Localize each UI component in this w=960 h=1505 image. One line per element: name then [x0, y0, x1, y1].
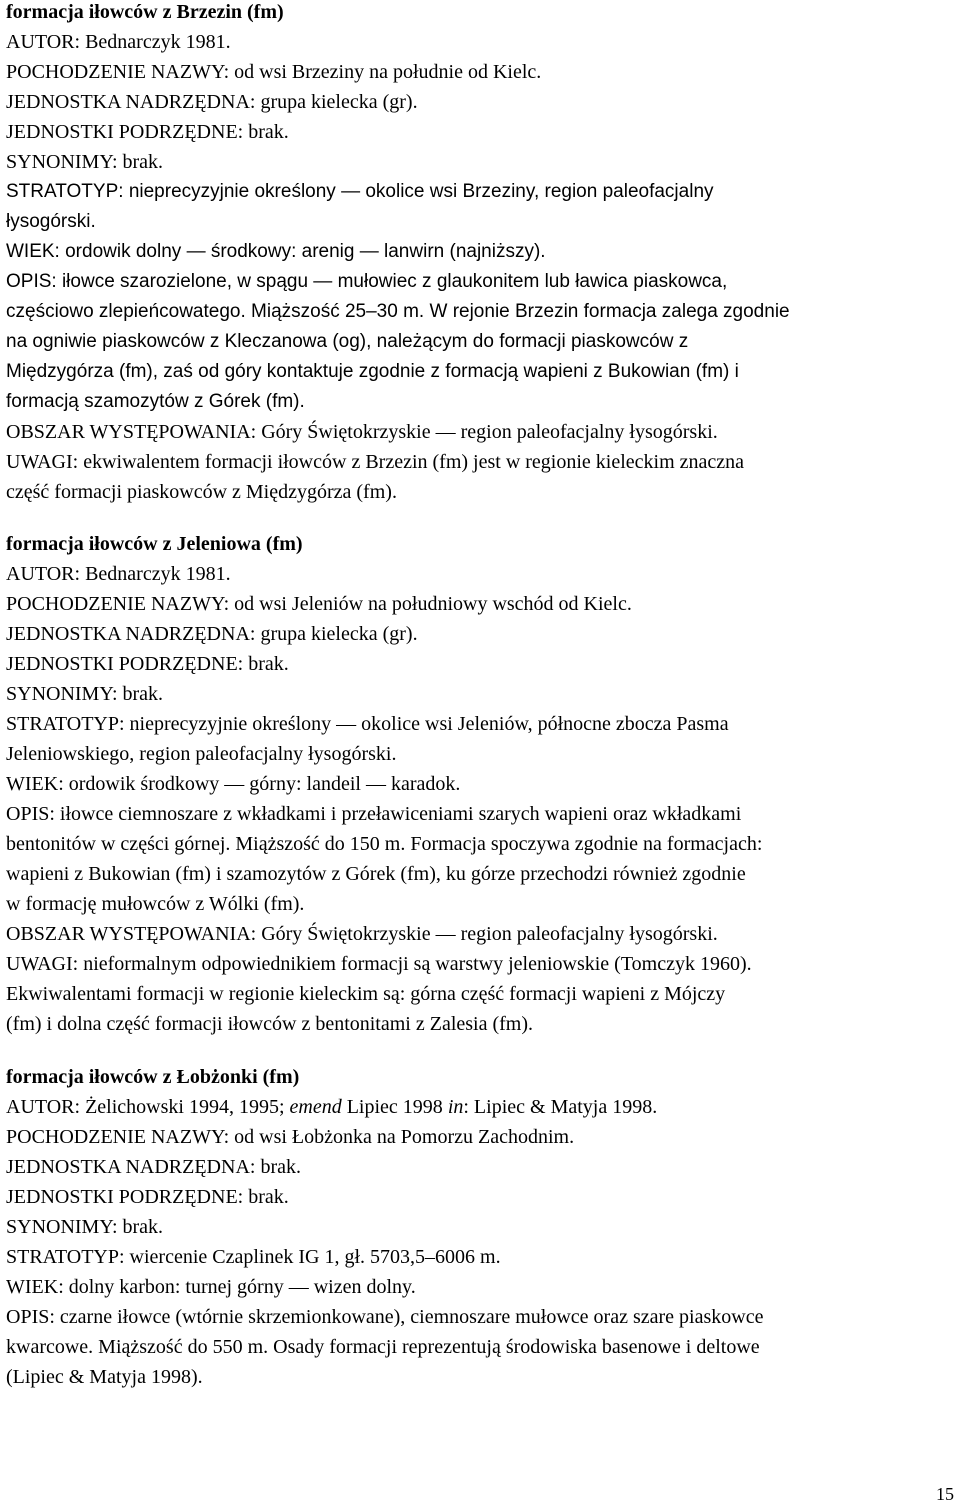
entry-jeleniowa	[6, 529, 762, 1039]
entry-title: formacja iłowców z Jeleniowa (fm)	[6, 533, 303, 555]
text-line: UWAGI: ekwiwalentem formacji iłowców z Brzezin (fm) jest w regionie kieleckim znaczna	[6, 451, 745, 473]
entry-title: formacja iłowców z Brzezin (fm)	[6, 1, 284, 23]
text-line: bentonitów w części górnej. Miąższość do 150 m. Formacja spoczywa zgodnie na formacjach:	[6, 833, 763, 855]
text-line: OPIS: iłowce ciemnoszare z wkładkami i przeławiceniami szarych wapieni oraz wkładkami	[6, 803, 742, 825]
text-line: JEDNOSTKI PODRZĘDNE: brak.	[6, 653, 289, 675]
text-line: POCHODZENIE NAZWY: od wsi Łobżonka na Pomorzu Zachodnim.	[6, 1126, 575, 1148]
text-line: formacją szamozytów z Górek (fm).	[6, 391, 305, 412]
entry-brzezin	[6, 0, 790, 507]
entry-body	[6, 1122, 763, 1392]
text-line: JEDNOSTKI PODRZĘDNE: brak.	[6, 1186, 289, 1208]
text-line: OPIS: czarne iłowce (wtórnie skrzemionkowane), ciemnoszare mułowce oraz szare piaskowce	[6, 1306, 764, 1328]
author-in: in	[447, 1096, 464, 1118]
text-line: WIEK: ordowik dolny — środkowy: arenig — lanwirn (najniższy).	[6, 241, 546, 262]
text-line: Międzygórza (fm), zaś od góry kontaktuje zgodnie z formacją wapieni z Bukowian (fm) i	[6, 361, 739, 382]
text-line: STRATOTYP: wiercenie Czaplinek IG 1, gł. 5703,5–6006 m.	[6, 1246, 501, 1268]
text-line: Ekwiwalentami formacji w regionie kieleckim są: górna część formacji wapieni z Mójczy	[6, 983, 726, 1005]
text-line: AUTOR: Bednarczyk 1981.	[6, 31, 231, 53]
text-line: SYNONIMY: brak.	[6, 151, 164, 173]
text-line: część formacji piaskowców z Międzygórza (fm).	[6, 481, 397, 503]
author-emend: emend	[289, 1096, 342, 1118]
text-line: STRATOTYP: nieprecyzyjnie określony — okolice wsi Brzeziny, region paleofacjalny	[6, 181, 714, 202]
text-line: JEDNOSTKI PODRZĘDNE: brak.	[6, 121, 289, 143]
text-line: OBSZAR WYSTĘPOWANIA: Góry Świętokrzyskie — region paleofacjalny łysogórski.	[6, 421, 718, 443]
text-line: JEDNOSTKA NADRZĘDNA: brak.	[6, 1156, 301, 1178]
text-line: (fm) i dolna część formacji iłowców z bentonitami z Zalesia (fm).	[6, 1013, 534, 1035]
text-line: częściowo zlepieńcowatego. Miąższość 25–30 m. W rejonie Brzezin formacja zalega zgodnie	[6, 301, 790, 322]
entry-title: formacja iłowców z Łobżonki (fm)	[6, 1066, 300, 1088]
text-line: AUTOR: Bednarczyk 1981.	[6, 563, 231, 585]
text-line: WIEK: dolny karbon: turnej górny — wizen dolny.	[6, 1276, 416, 1298]
text-line: w formację mułowców z Wólki (fm).	[6, 893, 305, 915]
text-line: OBSZAR WYSTĘPOWANIA: Góry Świętokrzyskie — region paleofacjalny łysogórski.	[6, 923, 718, 945]
text-line: Jeleniowskiego, region paleofacjalny łysogórski.	[6, 743, 397, 765]
text-line: SYNONIMY: brak.	[6, 683, 164, 705]
entry-lobzonka	[6, 1062, 763, 1392]
author-mid: Lipiec 1998	[341, 1096, 448, 1118]
text-line: STRATOTYP: nieprecyzyjnie określony — okolice wsi Jeleniów, północne zbocza Pasma	[6, 713, 729, 735]
page-number: 15	[936, 1484, 954, 1504]
text-line: (Lipiec & Matyja 1998).	[6, 1366, 203, 1388]
text-line: JEDNOSTKA NADRZĘDNA: grupa kielecka (gr).	[6, 623, 418, 645]
entry-body	[6, 27, 790, 507]
text-line: kwarcowe. Miąższość do 550 m. Osady formacji reprezentują środowiska basenowe i deltowe	[6, 1336, 760, 1358]
author-prefix: AUTOR: Żelichowski 1994, 1995;	[6, 1096, 290, 1118]
entry-body	[6, 559, 762, 1039]
text-line: na ogniwie piaskowców z Kleczanowa (og), należącym do formacji piaskowców z	[6, 331, 689, 352]
text-line: wapieni z Bukowian (fm) i szamozytów z Górek (fm), ku górze przechodzi również zgodnie	[6, 863, 746, 885]
text-line: łysogórski.	[6, 211, 96, 232]
text-line: WIEK: ordowik środkowy — górny: landeil — karadok.	[6, 773, 461, 795]
text-line: SYNONIMY: brak.	[6, 1216, 164, 1238]
text-line: POCHODZENIE NAZWY: od wsi Jeleniów na południowy wschód od Kielc.	[6, 593, 632, 615]
text-line: OPIS: iłowce szarozielone, w spągu — mułowiec z glaukonitem lub ławica piaskowca,	[6, 271, 728, 292]
text-line: POCHODZENIE NAZWY: od wsi Brzeziny na południe od Kielc.	[6, 61, 542, 83]
author-suffix: : Lipiec & Matyja 1998.	[463, 1096, 658, 1118]
text-line: JEDNOSTKA NADRZĘDNA: grupa kielecka (gr).	[6, 91, 418, 113]
author-line	[6, 1092, 763, 1122]
text-line: UWAGI: nieformalnym odpowiednikiem formacji są warstwy jeleniowskie (Tomczyk 1960).	[6, 953, 752, 975]
